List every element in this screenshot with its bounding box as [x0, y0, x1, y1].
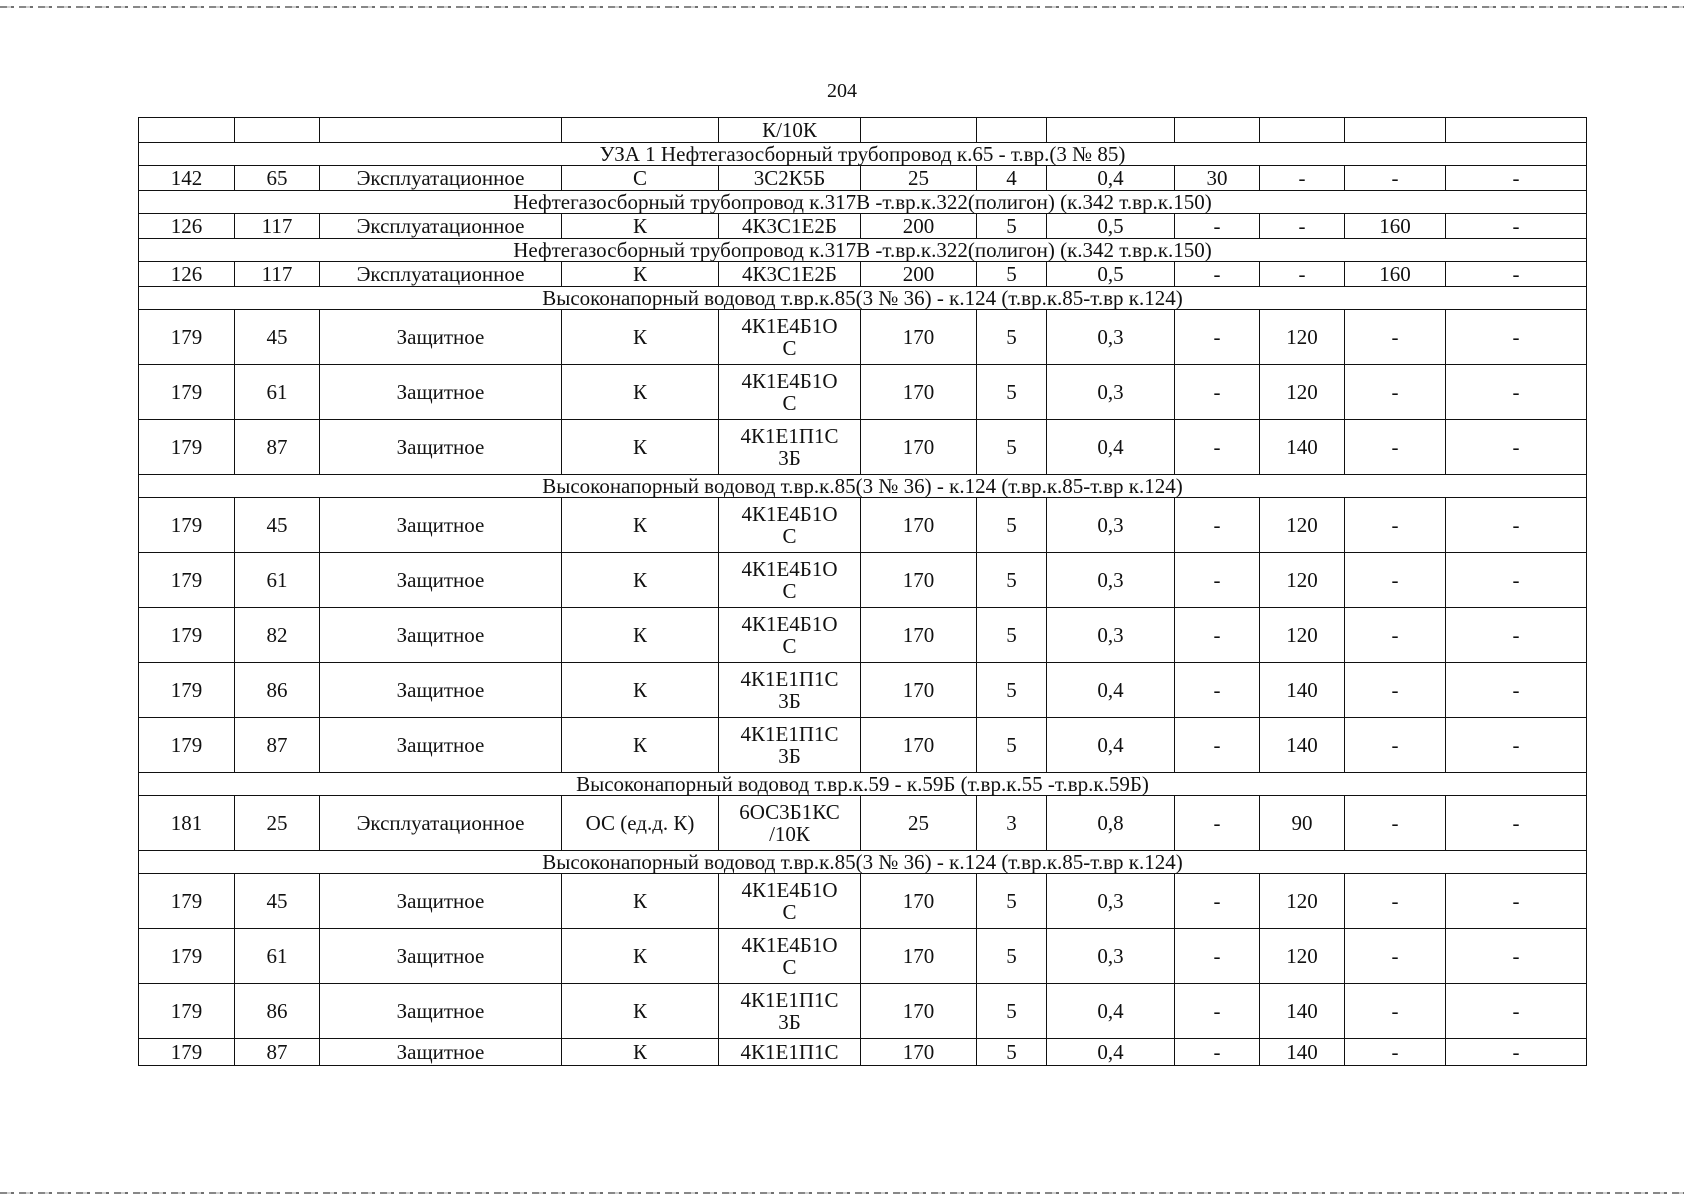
table-cell: Защитное: [320, 365, 562, 420]
table-cell: Защитное: [320, 984, 562, 1039]
table-cell: 0,4: [1047, 984, 1175, 1039]
section-header-row: [139, 773, 1587, 796]
table-cell: 0,3: [1047, 608, 1175, 663]
table-cell: 4: [977, 166, 1047, 191]
table-cell: -: [1446, 929, 1587, 984]
table-cell: Эксплуатационное: [320, 214, 562, 239]
cell-line: С: [782, 524, 797, 548]
cell-line: 4К1Е4Б1О: [741, 314, 838, 338]
table-cell: 5: [977, 498, 1047, 553]
table-cell: -: [1175, 553, 1260, 608]
table-cell: 25: [861, 796, 977, 851]
table-row: [139, 984, 1587, 1039]
table-cell: 181: [139, 796, 235, 851]
cell-line: С: [782, 955, 797, 979]
cell-line: /10К: [769, 822, 810, 846]
table-cell: К: [562, 214, 719, 239]
table-cell: 0,3: [1047, 498, 1175, 553]
table-cell: 5: [977, 608, 1047, 663]
table-cell: [719, 663, 861, 718]
table-cell: Защитное: [320, 718, 562, 773]
table-cell: -: [1260, 214, 1345, 239]
table-cell: 90: [1260, 796, 1345, 851]
table-cell: 126: [139, 262, 235, 287]
table-cell: 140: [1260, 984, 1345, 1039]
table-cell: 170: [861, 553, 977, 608]
table-cell: -: [1345, 929, 1446, 984]
table-cell: [719, 796, 861, 851]
table-cell: 87: [235, 1039, 320, 1066]
table-cell: 45: [235, 874, 320, 929]
table-cell: 5: [977, 929, 1047, 984]
table-cell: -: [1345, 420, 1446, 475]
table-cell: 170: [861, 420, 977, 475]
table-cell: 5: [977, 984, 1047, 1039]
cell-line: 3Б: [778, 689, 801, 713]
table-cell: 179: [139, 365, 235, 420]
cell-line: С: [782, 900, 797, 924]
table-row-continuation: [139, 118, 1587, 143]
table-cell: 170: [861, 718, 977, 773]
table-cell: Защитное: [320, 663, 562, 718]
table-cell: 82: [235, 608, 320, 663]
table-cell: 0,8: [1047, 796, 1175, 851]
table-cell: -: [1446, 608, 1587, 663]
table-cell: 65: [235, 166, 320, 191]
table-cell: 0,5: [1047, 262, 1175, 287]
table-cell: К: [562, 365, 719, 420]
table-cell: 86: [235, 984, 320, 1039]
section-header-row: [139, 287, 1587, 310]
table-cell: К: [562, 929, 719, 984]
table-cell: 87: [235, 420, 320, 475]
table-cell: -: [1175, 420, 1260, 475]
forest-inventory-table: [138, 117, 1587, 1066]
table-cell: 170: [861, 984, 977, 1039]
table-cell: -: [1446, 663, 1587, 718]
table-row: [139, 262, 1587, 287]
table-cell: 120: [1260, 365, 1345, 420]
table-cell: [719, 984, 861, 1039]
table-cell: 117: [235, 262, 320, 287]
table-cell: 61: [235, 553, 320, 608]
cell-line: С: [782, 634, 797, 658]
table-cell: -: [1345, 984, 1446, 1039]
table-cell: 25: [235, 796, 320, 851]
table-cell: 179: [139, 553, 235, 608]
table-cell: -: [1345, 1039, 1446, 1066]
table-cell: Защитное: [320, 498, 562, 553]
cell-line: 4К1Е1П1С: [740, 988, 839, 1012]
table-row: [139, 166, 1587, 191]
table-cell: 120: [1260, 874, 1345, 929]
section-header-row: [139, 239, 1587, 262]
table-cell: 179: [139, 874, 235, 929]
table-cell: -: [1446, 1039, 1587, 1066]
table-cell: [235, 118, 320, 143]
table-cell: К: [562, 1039, 719, 1066]
cell-line: 3Б: [778, 446, 801, 470]
table-cell: -: [1175, 874, 1260, 929]
table-cell: К/10К: [719, 118, 861, 143]
table-cell: -: [1175, 929, 1260, 984]
page-number: 204: [827, 80, 857, 102]
table-cell: [1446, 118, 1587, 143]
table-cell: 0,4: [1047, 718, 1175, 773]
table-cell: 0,4: [1047, 420, 1175, 475]
table-cell: -: [1175, 663, 1260, 718]
table-row: [139, 365, 1587, 420]
table-row: [139, 498, 1587, 553]
table-cell: Защитное: [320, 1039, 562, 1066]
table-cell: К: [562, 498, 719, 553]
table-cell: 179: [139, 1039, 235, 1066]
table-cell: Защитное: [320, 553, 562, 608]
table-cell: [719, 718, 861, 773]
table-cell: 25: [861, 166, 977, 191]
table-cell: 140: [1260, 718, 1345, 773]
section-title: Высоконапорный водовод т.вр.к.59 - к.59Б (т.вр.к.55 -т.вр.к.59Б): [139, 773, 1587, 796]
table-cell: 0,3: [1047, 553, 1175, 608]
cell-line: 4К1Е4Б1О: [741, 878, 838, 902]
table-cell: -: [1175, 608, 1260, 663]
table-cell: К: [562, 874, 719, 929]
table-cell: 120: [1260, 553, 1345, 608]
table-row: [139, 420, 1587, 475]
table-cell: 5: [977, 310, 1047, 365]
table-cell: 5: [977, 553, 1047, 608]
table-cell: ОС (ед.д. К): [562, 796, 719, 851]
table-cell: 170: [861, 663, 977, 718]
table-cell: [139, 118, 235, 143]
table-cell: 61: [235, 365, 320, 420]
table-cell: 160: [1345, 262, 1446, 287]
table-cell: К: [562, 310, 719, 365]
table-cell: [1047, 118, 1175, 143]
table-cell: 170: [861, 365, 977, 420]
section-title: УЗА 1 Нефтегазосборный трубопровод к.65 - т.вр.(3 № 85): [139, 143, 1587, 166]
table-cell: [719, 553, 861, 608]
table-cell: [719, 310, 861, 365]
cell-line: 3Б: [778, 1010, 801, 1034]
table-cell: 45: [235, 498, 320, 553]
table-cell: 140: [1260, 1039, 1345, 1066]
section-title: Высоконапорный водовод т.вр.к.85(3 № 36) - к.124 (т.вр.к.85-т.вр к.124): [139, 475, 1587, 498]
table-cell: -: [1446, 553, 1587, 608]
table-cell: 5: [977, 1039, 1047, 1066]
table-cell: -: [1175, 718, 1260, 773]
table-cell: 126: [139, 214, 235, 239]
table-cell: 140: [1260, 663, 1345, 718]
table-cell: -: [1175, 262, 1260, 287]
cell-line: С: [782, 579, 797, 603]
cell-line: 6ОС3Б1КС: [739, 800, 840, 824]
table-cell: 120: [1260, 608, 1345, 663]
cell-line: 4К1Е1П1С: [740, 722, 839, 746]
table-cell: 200: [861, 214, 977, 239]
table-cell: [719, 420, 861, 475]
table-cell: -: [1345, 608, 1446, 663]
table-cell: [1175, 118, 1260, 143]
table-cell: 0,3: [1047, 365, 1175, 420]
table-cell: [1260, 118, 1345, 143]
cell-line: 4К1Е4Б1О: [741, 369, 838, 393]
table-cell: С: [562, 166, 719, 191]
table-cell: 120: [1260, 310, 1345, 365]
table-cell: 200: [861, 262, 977, 287]
table-cell: 170: [861, 1039, 977, 1066]
cell-line: 4К1Е4Б1О: [741, 933, 838, 957]
cell-line: С: [782, 336, 797, 360]
table-cell: 86: [235, 663, 320, 718]
table-cell: [719, 498, 861, 553]
table-cell: Защитное: [320, 608, 562, 663]
section-title: Высоконапорный водовод т.вр.к.85(3 № 36) - к.124 (т.вр.к.85-т.вр к.124): [139, 287, 1587, 310]
table-cell: 3: [977, 796, 1047, 851]
table-cell: 5: [977, 365, 1047, 420]
scan-edge-bottom: [0, 1192, 1684, 1194]
section-title: Высоконапорный водовод т.вр.к.85(3 № 36) - к.124 (т.вр.к.85-т.вр к.124): [139, 851, 1587, 874]
section-header-row: [139, 143, 1587, 166]
table-cell: 170: [861, 929, 977, 984]
table-cell: 30: [1175, 166, 1260, 191]
cell-line: 4К1Е1П1С: [740, 424, 839, 448]
table-cell: [320, 118, 562, 143]
table-cell: -: [1260, 262, 1345, 287]
table-cell: [719, 874, 861, 929]
table-cell: 120: [1260, 498, 1345, 553]
table-cell: [562, 118, 719, 143]
table-cell: -: [1345, 365, 1446, 420]
table-cell: 179: [139, 310, 235, 365]
table-cell: Защитное: [320, 310, 562, 365]
table-row: [139, 1039, 1587, 1066]
cell-line: 3Б: [778, 744, 801, 768]
table-cell: [977, 118, 1047, 143]
table-cell: К: [562, 553, 719, 608]
table-cell: К: [562, 718, 719, 773]
table-cell: -: [1446, 166, 1587, 191]
table-cell: К: [562, 608, 719, 663]
table-cell: 179: [139, 929, 235, 984]
table-cell: [719, 929, 861, 984]
table-cell: -: [1175, 984, 1260, 1039]
table-cell: 0,5: [1047, 214, 1175, 239]
table-cell: К: [562, 420, 719, 475]
table-cell: 170: [861, 310, 977, 365]
table-cell: 0,3: [1047, 310, 1175, 365]
table-cell: 179: [139, 984, 235, 1039]
table-cell: -: [1345, 166, 1446, 191]
table-cell: 4К3С1Е2Б: [719, 262, 861, 287]
table-row: [139, 874, 1587, 929]
table-cell: 5: [977, 262, 1047, 287]
table-row: [139, 214, 1587, 239]
table-body: [139, 118, 1587, 1066]
section-title: Нефтегазосборный трубопровод к.317В -т.вр.к.322(полигон) (к.342 т.вр.к.150): [139, 239, 1587, 262]
table-row: [139, 608, 1587, 663]
table-cell: 0,3: [1047, 874, 1175, 929]
table-cell: 179: [139, 608, 235, 663]
table-cell: 140: [1260, 420, 1345, 475]
table-cell: 0,4: [1047, 166, 1175, 191]
table-cell: 179: [139, 420, 235, 475]
table-cell: К: [562, 984, 719, 1039]
table-cell: К: [562, 663, 719, 718]
table-cell: 5: [977, 718, 1047, 773]
table-cell: 179: [139, 663, 235, 718]
table-cell: -: [1175, 310, 1260, 365]
table-cell: 61: [235, 929, 320, 984]
cell-line: С: [782, 391, 797, 415]
table-cell: 0,3: [1047, 929, 1175, 984]
table-row: [139, 929, 1587, 984]
table-cell: Эксплуатационное: [320, 166, 562, 191]
table-cell: 4К1Е1П1С: [719, 1039, 861, 1066]
table-cell: -: [1175, 1039, 1260, 1066]
table-cell: 0,4: [1047, 1039, 1175, 1066]
table-cell: -: [1260, 166, 1345, 191]
table-cell: Эксплуатационное: [320, 796, 562, 851]
table-cell: 45: [235, 310, 320, 365]
table-cell: 160: [1345, 214, 1446, 239]
table-cell: 3С2К5Б: [719, 166, 861, 191]
table-cell: -: [1446, 796, 1587, 851]
table-cell: 117: [235, 214, 320, 239]
section-title: Нефтегазосборный трубопровод к.317В -т.вр.к.322(полигон) (к.342 т.вр.к.150): [139, 191, 1587, 214]
table-cell: К: [562, 262, 719, 287]
table-cell: Эксплуатационное: [320, 262, 562, 287]
cell-line: 4К1Е4Б1О: [741, 557, 838, 581]
table-cell: [1345, 118, 1446, 143]
table-cell: 179: [139, 718, 235, 773]
table-cell: Защитное: [320, 874, 562, 929]
table-cell: 87: [235, 718, 320, 773]
table-cell: -: [1345, 718, 1446, 773]
table-cell: -: [1446, 214, 1587, 239]
table-cell: 5: [977, 874, 1047, 929]
table-cell: -: [1446, 420, 1587, 475]
table-row: [139, 796, 1587, 851]
table-cell: [861, 118, 977, 143]
table-cell: -: [1175, 498, 1260, 553]
table-cell: -: [1175, 796, 1260, 851]
table-cell: -: [1175, 214, 1260, 239]
table-cell: 170: [861, 874, 977, 929]
table-cell: 170: [861, 608, 977, 663]
section-header-row: [139, 191, 1587, 214]
scan-edge-top: [0, 6, 1684, 8]
table-cell: 5: [977, 214, 1047, 239]
table-cell: -: [1446, 718, 1587, 773]
table-cell: [719, 365, 861, 420]
table-cell: 142: [139, 166, 235, 191]
table-cell: -: [1175, 365, 1260, 420]
cell-line: 4К1Е4Б1О: [741, 612, 838, 636]
table-cell: 0,4: [1047, 663, 1175, 718]
table-cell: -: [1345, 498, 1446, 553]
table-cell: -: [1345, 310, 1446, 365]
cell-line: 4К1Е1П1С: [740, 667, 839, 691]
section-header-row: [139, 475, 1587, 498]
table-cell: -: [1446, 365, 1587, 420]
cell-line: 4К1Е4Б1О: [741, 502, 838, 526]
table-row: [139, 663, 1587, 718]
table-cell: -: [1345, 874, 1446, 929]
table-cell: -: [1446, 310, 1587, 365]
table-cell: -: [1446, 984, 1587, 1039]
table-cell: Защитное: [320, 929, 562, 984]
table-cell: 170: [861, 498, 977, 553]
table-row: [139, 718, 1587, 773]
table-cell: 4К3С1Е2Б: [719, 214, 861, 239]
table-cell: -: [1446, 498, 1587, 553]
table-row: [139, 553, 1587, 608]
table-row: [139, 310, 1587, 365]
table-cell: 5: [977, 420, 1047, 475]
table-cell: 179: [139, 498, 235, 553]
table-cell: Защитное: [320, 420, 562, 475]
table-cell: 120: [1260, 929, 1345, 984]
table-cell: -: [1345, 553, 1446, 608]
table-cell: -: [1446, 262, 1587, 287]
table-cell: [719, 608, 861, 663]
section-header-row: [139, 851, 1587, 874]
table-cell: -: [1446, 874, 1587, 929]
table-cell: -: [1345, 796, 1446, 851]
table-cell: 5: [977, 663, 1047, 718]
table-cell: -: [1345, 663, 1446, 718]
